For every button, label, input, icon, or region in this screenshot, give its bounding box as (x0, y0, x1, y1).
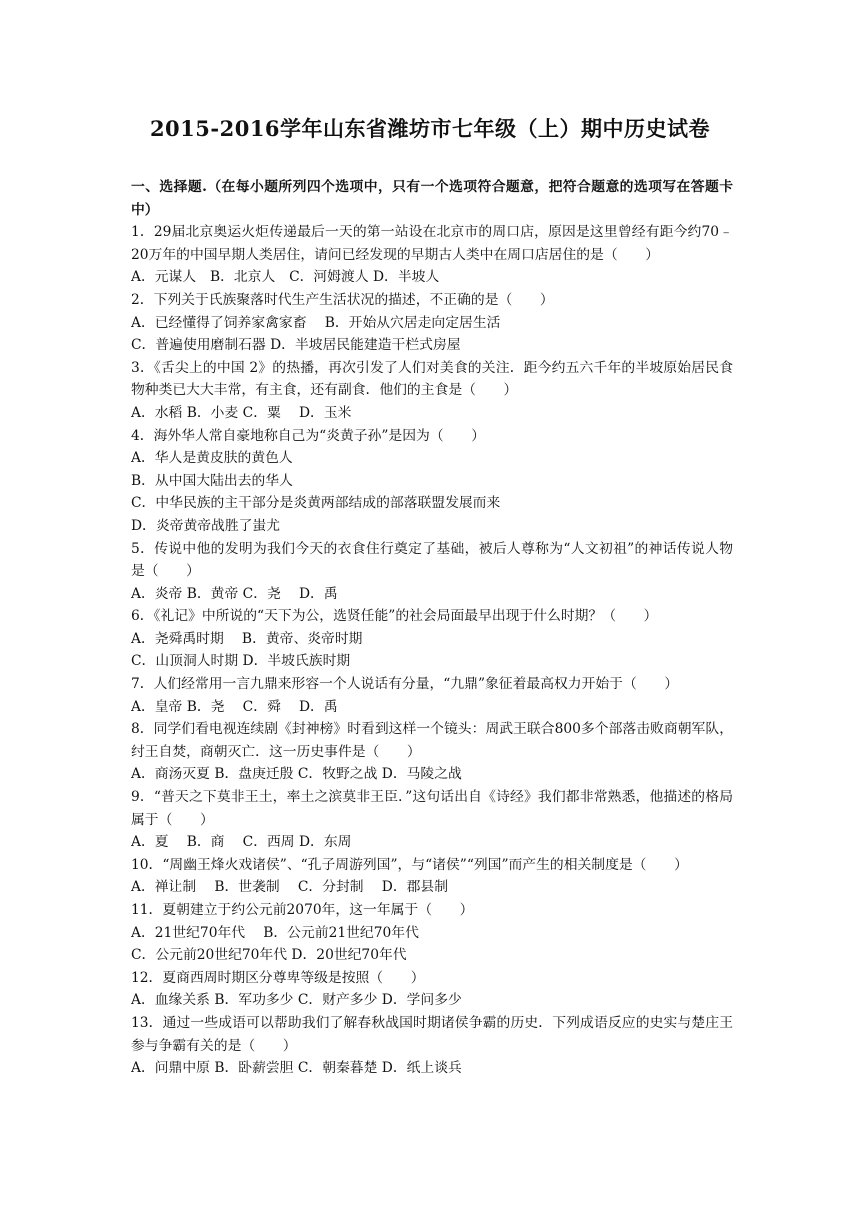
question-stem: 7．人们经常用一言九鼎来形容一个人说话有分量，“九鼎”象征着最高权力开始于（ ） (131, 676, 679, 693)
question-stem: 11．夏朝建立于约公元前2070年，这一年属于（ ） (131, 902, 474, 918)
question-13 (131, 1012, 733, 1080)
question-4 (131, 425, 733, 538)
question-stem: 12．夏商西周时期区分尊卑等级是按照（ ） (131, 969, 425, 986)
question-stem: 1．29届北京奥运火炬传递最后一天的第一站设在北京市的周口店，原因是这里曾经有距今约70﹣20万年的中国早期人类居住，请问已经发现的早期古人类中在周口店居住的是（ ） (131, 224, 733, 263)
section-heading: 一、选择题.（在每小题所列四个选项中，只有一个选项符合题意，把符合题意的选项写在答题卡中） (131, 179, 733, 218)
question-options: C．公元前20世纪70年代 D．20世纪70年代 (131, 947, 407, 964)
question-stem: 8．同学们看电视连续剧《封神榜》时看到这样一个镜头：周武王联合800多个部落击败商朝军队，纣王自焚，商朝灭亡．这一历史事件是（ ） (131, 721, 733, 760)
question-6 (131, 605, 733, 673)
question-options: A．元谋人 B．北京人 C．河姆渡人 D．半坡人 (131, 269, 440, 286)
question-options: A．水稻 B．小麦 C．粟 D．玉米 (131, 404, 352, 421)
question-options: A．皇帝 B．尧 C．舜 D．禹 (131, 698, 338, 715)
question-2 (131, 289, 733, 357)
question-list (131, 221, 733, 1080)
question-options: A．炎帝 B．黄帝 C．尧 D．禹 (131, 585, 338, 602)
question-options: A．血缘关系 B．军功多少 C．财产多少 D．学问多少 (131, 992, 462, 1009)
question-stem: 5．传说中他的发明为我们今天的衣食住行奠定了基础，被后人尊称为“人文初祖”的神话传说人物是（ ） (131, 540, 733, 580)
question-options: A．禅让制 B．世袭制 C．分封制 D．郡县制 (131, 879, 449, 896)
question-options: A．尧舜禹时期 B．黄帝、炎帝时期 (131, 630, 363, 647)
question-12 (131, 967, 733, 1012)
question-options: D．炎帝黄帝战胜了蚩尤 (131, 517, 281, 534)
question-options: C．山顶洞人时期 D．半坡氏族时期 (131, 653, 351, 670)
question-7 (131, 673, 733, 718)
question-options: A．已经懂得了饲养家禽家畜 B．开始从穴居走向定居生活 (131, 314, 501, 331)
question-options: A．夏 B．商 C．西周 D．东周 (131, 834, 352, 851)
question-stem: 13．通过一些成语可以帮助我们了解春秋战国时期诸侯争霸的历史．下列成语反应的史实与楚庄王参与争霸有关的是（ ） (131, 1014, 733, 1054)
question-stem: 6．《礼记》中所说的“天下为公，选贤任能”的社会局面最早出现于什么时期？（ ） (131, 608, 658, 625)
question-stem: 3．《舌尖上的中国 2》的热播，再次引发了人们对美食的关注．距今约五六千年的半坡原始居民食物种类已大大丰常，有主食，还有副食．他们的主食是（ ） (131, 359, 733, 399)
question-stem: 2．下列关于氏族聚落时代生产生活状况的描述，不正确的是（ ） (131, 291, 554, 308)
question-stem: 10．“周幽王烽火戏诸侯”、“孔子周游列国”，与“诸侯”“列国”而产生的相关制度是（ ） (131, 856, 688, 873)
exam-content (131, 176, 733, 1080)
question-options: A．商汤灭夏 B．盘庚迁殷 C．牧野之战 D．马陵之战 (131, 766, 462, 783)
question-1 (131, 221, 733, 289)
question-stem: 9．“普天之下莫非王土，率土之滨莫非王臣．”这句话出自《诗经》我们都非常熟悉，他描述的格局属于（ ） (131, 789, 733, 828)
question-10 (131, 854, 733, 899)
question-5 (131, 538, 733, 606)
question-8 (131, 718, 733, 786)
question-options: A．21世纪70年代 B．公元前21世纪70年代 (131, 924, 419, 941)
exam-title: 2015-2016学年山东省潍坊市七年级（上）期中历史试卷 (149, 116, 711, 141)
question-options: A．问鼎中原 B．卧薪尝胆 C．朝秦暮楚 D．纸上谈兵 (131, 1060, 462, 1077)
question-options: B．从中国大陆出去的华人 (131, 472, 293, 489)
question-options: C．普遍使用磨制石器 D．半坡居民能建造干栏式房屋 (131, 337, 461, 354)
question-options: C．中华民族的主干部分是炎黄两部结成的部落联盟发展而来 (131, 495, 501, 512)
question-9 (131, 786, 733, 854)
question-stem: 4．海外华人常自豪地称自己为“炎黄子孙”是因为（ ） (131, 427, 486, 444)
question-3 (131, 357, 733, 425)
question-11 (131, 899, 733, 967)
question-options: A．华人是黄皮肤的黄色人 (131, 450, 293, 467)
